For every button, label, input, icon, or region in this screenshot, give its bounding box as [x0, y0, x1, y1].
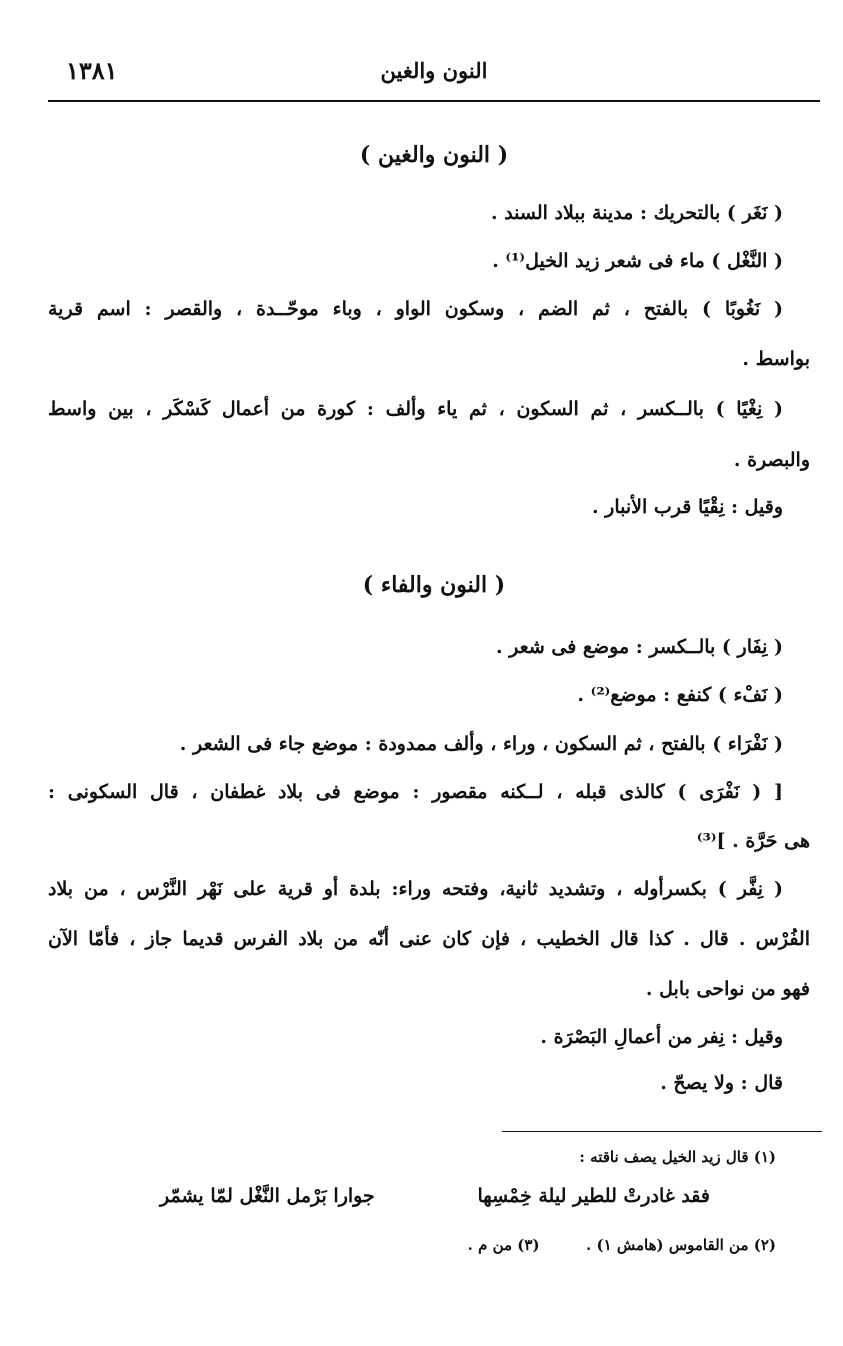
- entry-line: ( النَّغْل ) ماء فى شعر زيد الخيل⁽¹⁾ .: [492, 250, 783, 272]
- entry-line: ( نَغُوبًا ) بالفتح ، ثم الضم ، وسكون الواو ، وباء موحّــدة ، والقصر : اسم قرية: [48, 298, 783, 320]
- page-header: [48, 58, 820, 98]
- section-title-noon-fa: ( النون والفاء ): [362, 572, 506, 598]
- entry-line: [ ( نَفْرَى ) كالذى قبله ، لــكنه مقصور : موضع فى بلاد غطفان ، قال السكونى :: [48, 781, 783, 803]
- running-title: النون والغين: [380, 58, 488, 83]
- entry-line: فهو من نواحى بابل .: [645, 978, 810, 1000]
- entry-line: بواسط .: [742, 348, 810, 370]
- entry-line: هى حَرَّة . ]⁽³⁾: [696, 830, 810, 852]
- footnote-2: (٢) من القاموس (هامش ١) .: [586, 1236, 776, 1254]
- footnote-rule: [502, 1131, 822, 1132]
- entry-line: والبصرة .: [733, 449, 810, 471]
- entry-line: ( نَفْرَاء ) بالفتح ، ثم السكون ، وراء ، وألف ممدودة : موضع جاء فى الشعر .: [179, 733, 783, 755]
- section-title-noon-ghayn: ( النون والغين ): [359, 142, 509, 168]
- verse-hemistich-right: فقد غادرتْ للطير ليلة خِمْسِها: [477, 1185, 710, 1207]
- entry-line: الفُرْس . قال . كذا قال الخطيب ، فإن كان عنى أنّه من بلاد الفرس قديما جاز ، فأمّا الآن: [48, 928, 810, 950]
- page-number: ١٣٨١: [66, 56, 118, 85]
- entry-line: قال : ولا يصحّ .: [660, 1072, 783, 1094]
- verse-hemistich-left: جوارا بَرْمل النَّغْل لمّا يشمّر: [160, 1185, 375, 1207]
- entry-line: ( نِفَار ) بالــكسر : موضع فى شعر .: [495, 636, 783, 658]
- footnotes-2-3: [48, 1236, 776, 1254]
- entry-line: ( نِفَّر ) بكسرأوله ، وتشديد ثانية، وفتحه وراء: بلدة أو قرية على نَهْر النَّرْس ، من بلاد: [48, 878, 783, 900]
- entry-line: وقيل : نِقْيًا قرب الأنبار .: [591, 496, 783, 518]
- entry-line: وقيل : نِفر من أعمالِ البَصْرَة .: [540, 1026, 783, 1048]
- header-rule: [48, 100, 820, 102]
- entry-line: ( نِغْيًا ) بالــكسر ، ثم السكون ، ثم ياء وألف : كورة من أعمال كَسْكَر ، بين واسط: [48, 398, 783, 420]
- entry-line: ( نَغَر ) بالتحريك : مدينة ببلاد السند .: [490, 202, 783, 224]
- entry-line: ( نَفْء ) كنفع : موضع⁽²⁾ .: [577, 684, 783, 706]
- footnote-1: (١) قال زيد الخيل يصف ناقته :: [579, 1148, 776, 1166]
- footnote-3: (٣) من م .: [467, 1236, 540, 1254]
